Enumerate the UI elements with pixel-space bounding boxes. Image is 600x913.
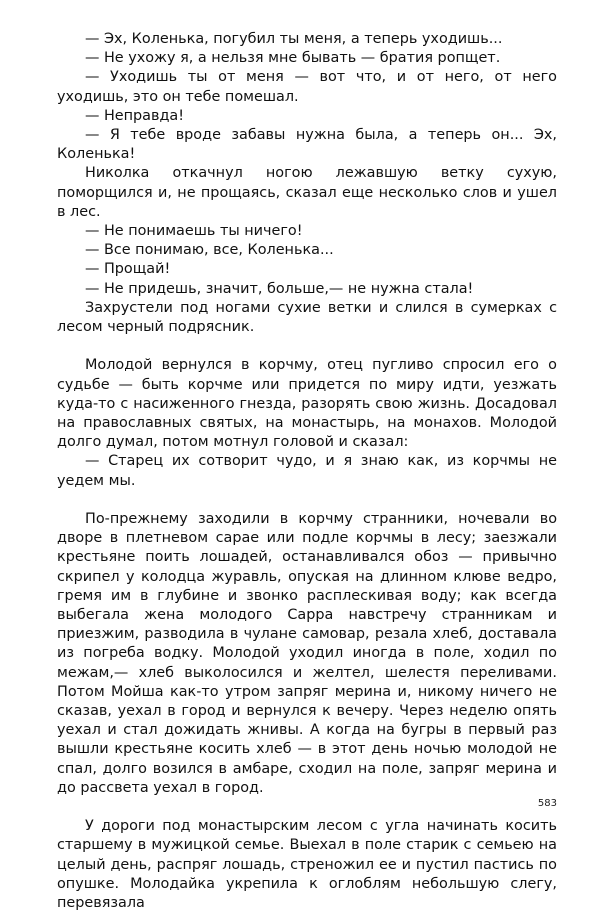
dialogue-line: — Эх, Коленька, погубил ты меня, а теперь уходишь... — [85, 31, 503, 47]
dialogue-line: — Не ухожу я, а нельзя мне бывать — братия ропщет. — [85, 50, 501, 67]
dialogue-line: — Уходишь ты от меня — вот что, и от него, от него уходишь, это он тебе помешал. — [57, 69, 557, 105]
dialogue-line: — Не понимаешь ты ничего! — [85, 223, 303, 240]
dialogue-line: — Прощай! — [85, 261, 171, 278]
dialogue-line: — Не придешь, значит, больше,— не нужна стала! — [85, 280, 474, 297]
section-gap — [57, 491, 557, 510]
paragraph: Николка откачнул ногою лежавшую ветку сухую, поморщился и, не прощаясь, сказал еще несколько слов и ушел в лес. — [57, 165, 557, 220]
dialogue-line: — Все понимаю, все, Коленька... — [85, 242, 334, 259]
paragraph: Захрустели под ногами сухие ветки и слился в сумерках с лесом черный подрясник. — [57, 299, 557, 336]
page-number: 583 — [537, 798, 557, 809]
section-gap — [57, 798, 557, 817]
section-gap — [57, 337, 557, 356]
paragraph: У дороги под монастырским лесом с угла начинать косить старшему в мужицкой семье. Выехал в поле старик с семьею на целый день, распряг лошадь, стреножил ее и пустил пастись по опушке. Молодайка укрепила к оглоблям небольшую слегу, перевязала — [57, 818, 557, 912]
page-text — [57, 30, 557, 913]
dialogue-line: — Неправда! — [85, 107, 185, 124]
paragraph: По-прежнему заходили в корчму странники, ночевали во дворе в плетневом сарае или подле корчмы в лесу; заезжали крестьяне поить лошадей, останавливался обоз — привычно скрипел у колодца журавль, опуская на длинном клюве ведро, гремя им в глубине и звонко расплескивая воду; как всегда выбегала жена молодого Сарра навстречу странникам и приезжим, разводила в чулане самовар, резала хлеб, доставала из погреба водку. Молодой уходил иногда в поле, ходил по межам,— хлеб выколосился и желтел, шелестя переливами. Потом Мойша как-то утром запряг мерина и, никому ничего не сказав, уехал в город и вернулся к вечеру. Через неделю опять уехал и стал дожидать жнивы. А когда на бугры в первый раз вышли крестьяне косить хлеб — в этот день ночью молодой не спал, долго возился в амбаре, сходил на поле, запряг мерина и до рассвета уехал в город. — [57, 511, 557, 796]
paragraph: Молодой вернулся в корчму, отец пугливо спросил его о судьбе — быть корчме или придется по миру идти, уезжать куда-то с насиженного гнезда, разорять свою жизнь. Досадовал на православных святых, на монастырь, на монахов. Молодой долго думал, потом мотнул головой и сказал: — [57, 357, 557, 451]
dialogue-line: — Старец их сотворит чудо, и я знаю как, из корчмы не уедем мы. — [57, 453, 557, 489]
dialogue-line: — Я тебе вроде забавы нужна была, а теперь он... Эх, Коленька! — [57, 127, 557, 163]
